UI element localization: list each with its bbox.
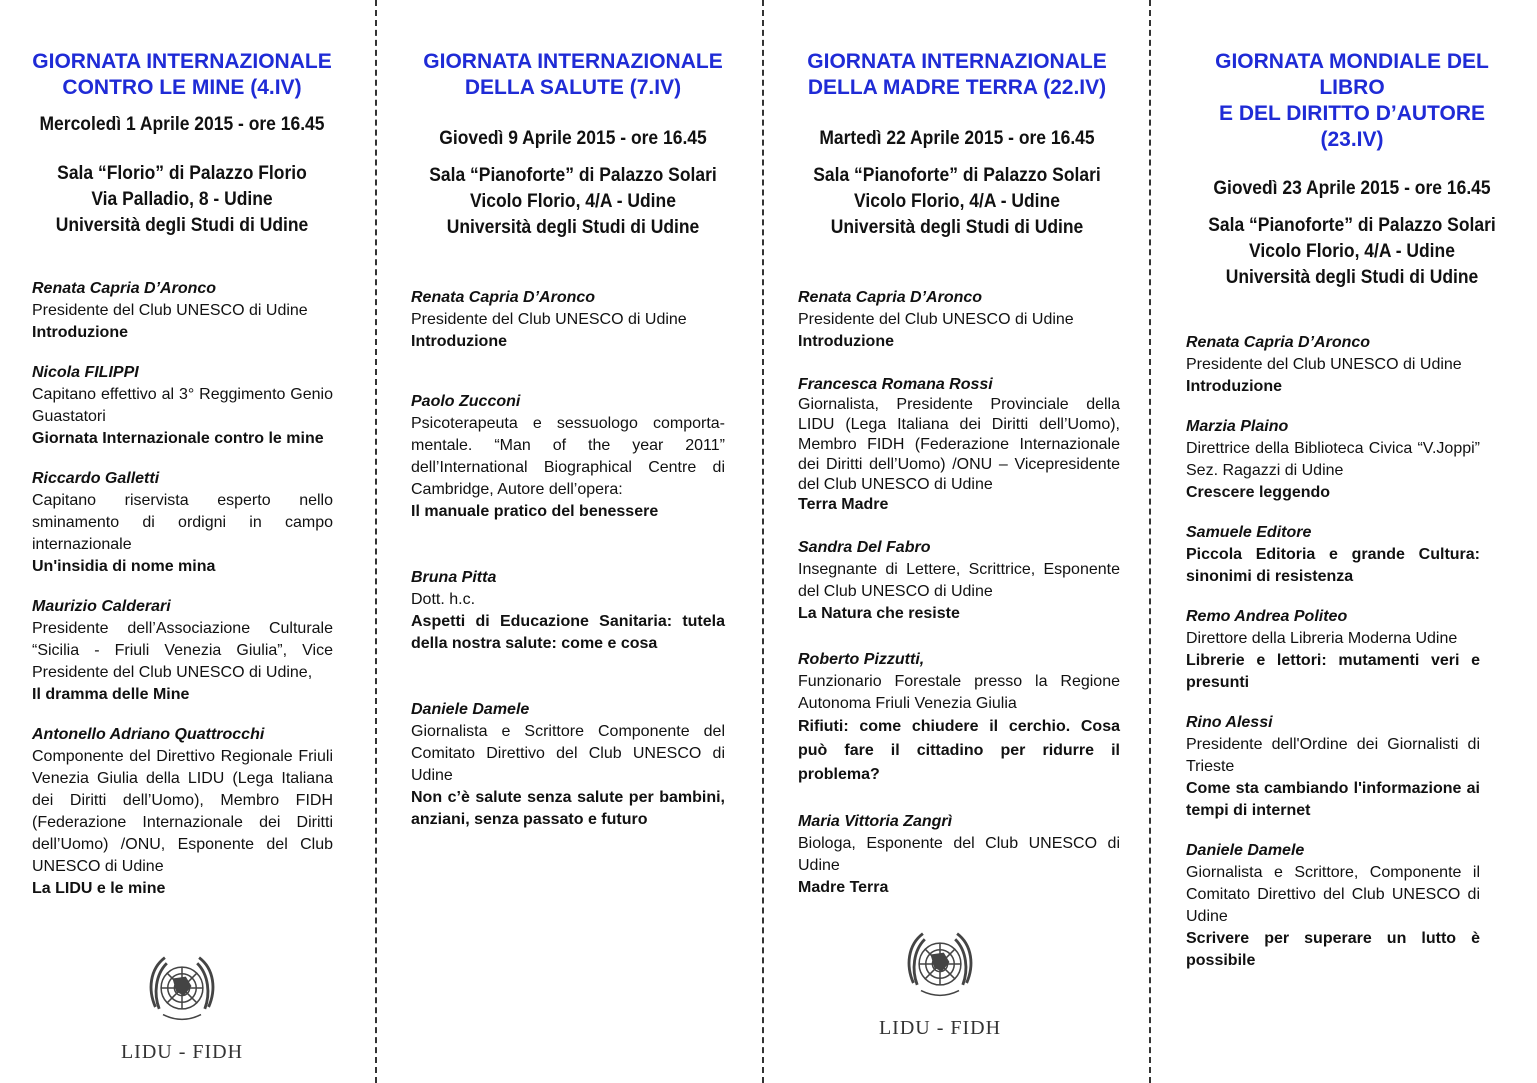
un-emblem-icon xyxy=(144,950,220,1026)
event-venue: Sala “Pianoforte” di Palazzo Solari Vicolo Florio, 4/A - Udine Università degli Studi di Udine xyxy=(429,165,717,238)
speaker-item xyxy=(798,537,1120,625)
column-separator xyxy=(1149,0,1151,1083)
column-separator xyxy=(375,0,377,1083)
column-separator xyxy=(762,0,764,1083)
speaker-topic: Rifiuti: come chiudere il cerchio. Cosa può fare il cittadino per ridurre il problema? xyxy=(798,718,1120,783)
speaker-name: Riccardo Galletti xyxy=(32,470,160,487)
speaker-role: Giornalista e Scrittore, Componente il Comitato Direttivo del Club UNESCO di Udine xyxy=(1186,864,1480,925)
event-date: Giovedì 23 Aprile 2015 - ore 16.45 xyxy=(1213,178,1491,199)
event-venue: Sala “Pianoforte” di Palazzo Solari Vicolo Florio, 4/A - Udine Università degli Studi di Udine xyxy=(1208,215,1496,288)
speaker-item xyxy=(1186,522,1480,588)
speaker-list xyxy=(411,287,725,849)
speaker-role: Funzionario Forestale presso la Regione Autonoma Friuli Venezia Giulia xyxy=(798,673,1120,712)
speaker-name: Sandra Del Fabro xyxy=(798,539,931,556)
speaker-topic: Scrivere per superare un lutto è possibile xyxy=(1186,930,1480,969)
speaker-topic: Madre Terra xyxy=(798,879,889,896)
speaker-role: Presidente del Club UNESCO di Udine xyxy=(411,311,687,328)
speaker-name: Remo Andrea Politeo xyxy=(1186,608,1348,625)
lidu-fidh-logo xyxy=(112,950,252,1064)
speaker-item xyxy=(411,699,725,831)
speaker-item xyxy=(411,567,725,655)
speaker-name: Nicola FILIPPI xyxy=(32,364,139,381)
event-title: GIORNATA INTERNAZIONALE CONTRO LE MINE (4.IV) xyxy=(32,50,332,99)
speaker-role: Presidente dell’Associazione Culturale “Sicilia - Friuli Venezia Giulia”, Vice Presidente del Club UNESCO di Udine, xyxy=(32,620,333,681)
speaker-topic: Come sta cambiando l'informazione ai tempi di internet xyxy=(1186,780,1480,819)
speaker-name: Maurizio Calderari xyxy=(32,598,171,615)
column-mine-day xyxy=(22,0,342,1083)
column-header xyxy=(405,49,741,241)
speaker-topic: Introduzione xyxy=(32,324,128,341)
speaker-item xyxy=(411,391,725,523)
speaker-list xyxy=(1186,332,1480,990)
speaker-name: Marzia Plaino xyxy=(1186,418,1289,435)
speaker-topic: Introduzione xyxy=(411,333,507,350)
speaker-topic: Aspetti di Educazione Sanitaria: tutela della nostra salute: come e cosa xyxy=(411,613,725,652)
speaker-role: Biologa, Esponente del Club UNESCO di Udine xyxy=(798,835,1120,874)
logo-label: LIDU - FIDH xyxy=(120,1041,244,1063)
logo-label: LIDU - FIDH xyxy=(878,1017,1002,1039)
speaker-role: Psicoterapeuta e sessuologo comporta-mentale. “Man of the year 2011” dell’International Biographical Centre di Cambridge, Autore dell’opera: xyxy=(411,415,725,498)
speaker-item xyxy=(798,287,1120,353)
speaker-role: Insegnante di Lettere, Scrittrice, Esponente del Club UNESCO di Udine xyxy=(798,561,1120,600)
speaker-name: Roberto Pizzutti, xyxy=(798,651,925,668)
speaker-list xyxy=(32,278,333,918)
speaker-role: Giornalista e Scrittore Componente del Comitato Direttivo del Club UNESCO di Udine xyxy=(411,723,725,784)
speaker-role: Presidente del Club UNESCO di Udine xyxy=(1186,356,1462,373)
speaker-topic: Terra Madre xyxy=(798,496,889,513)
speaker-name: Renata Capria D’Aronco xyxy=(798,289,983,306)
speaker-name: Rino Alessi xyxy=(1186,714,1273,731)
un-emblem-icon xyxy=(902,926,978,1002)
column-book-day xyxy=(1182,0,1522,1083)
speaker-topic: Un'insidia di nome mina xyxy=(32,558,216,575)
speaker-topic: Non c’è salute senza salute per bambini, anziani, senza passato e futuro xyxy=(411,789,725,828)
speaker-item xyxy=(798,811,1120,899)
speaker-topic: Librerie e lettori: mutamenti veri e presunti xyxy=(1186,652,1480,691)
speaker-list xyxy=(798,287,1120,917)
event-date: Martedì 22 Aprile 2015 - ore 16.45 xyxy=(819,128,1095,149)
speaker-name: Daniele Damele xyxy=(411,701,530,718)
speaker-role: Dott. h.c. xyxy=(411,591,476,608)
speaker-topic: Il dramma delle Mine xyxy=(32,686,190,703)
speaker-role: Presidente dell'Ordine dei Giornalisti di Trieste xyxy=(1186,736,1480,775)
speaker-item xyxy=(32,468,333,578)
speaker-role: Capitano riservista esperto nello sminamento di ordigni in campo internazionale xyxy=(32,492,333,553)
speaker-item xyxy=(32,596,333,706)
column-mother-earth-day xyxy=(792,0,1122,1083)
speaker-role: Presidente del Club UNESCO di Udine xyxy=(798,311,1074,328)
column-header xyxy=(792,49,1122,241)
speaker-topic: Introduzione xyxy=(798,333,894,350)
speaker-name: Francesca Romana Rossi xyxy=(798,376,993,393)
column-header xyxy=(1182,49,1522,291)
column-health-day xyxy=(405,0,741,1083)
speaker-topic: La LIDU e le mine xyxy=(32,880,166,897)
speaker-role: Giornalista, Presidente Provinciale della LIDU (Lega Italiana dei Diritti dell’Uomo), Membro FIDH (Federazione Internazionale dei Diritti dell’Uomo) /ONU – Vicepresidente del Club UNESCO di Udine xyxy=(798,396,1120,493)
speaker-name: Renata Capria D’Aronco xyxy=(411,289,596,306)
event-venue: Sala “Florio” di Palazzo Florio Via Palladio, 8 - Udine Università degli Studi di Udine xyxy=(55,163,309,236)
speaker-name: Paolo Zucconi xyxy=(411,393,521,410)
lidu-fidh-logo xyxy=(870,926,1010,1040)
speaker-item xyxy=(32,724,333,900)
speaker-role: Presidente del Club UNESCO di Udine xyxy=(32,302,308,319)
speaker-item xyxy=(798,649,1120,787)
speaker-item xyxy=(32,278,333,344)
speaker-item xyxy=(1186,712,1480,822)
speaker-name: Maria Vittoria Zangrì xyxy=(798,813,953,830)
speaker-item xyxy=(1186,332,1480,398)
speaker-role: Capitano effettivo al 3° Reggimento Genio Guastatori xyxy=(32,386,333,425)
speaker-name: Antonello Adriano Quattrocchi xyxy=(32,726,265,743)
speaker-item xyxy=(1186,840,1480,972)
speaker-name: Renata Capria D’Aronco xyxy=(32,280,217,297)
column-header xyxy=(22,49,342,239)
speaker-topic: Crescere leggendo xyxy=(1186,484,1331,501)
speaker-topic: Il manuale pratico del benessere xyxy=(411,503,659,520)
event-title: GIORNATA INTERNAZIONALE DELLA SALUTE (7.IV) xyxy=(423,50,723,99)
speaker-item xyxy=(1186,606,1480,694)
speaker-name: Renata Capria D’Aronco xyxy=(1186,334,1371,351)
speaker-topic: Piccola Editoria e grande Cultura: sinonimi di resistenza xyxy=(1186,546,1480,585)
speaker-item xyxy=(798,375,1120,515)
speaker-topic: Giornata Internazionale contro le mine xyxy=(32,430,324,447)
event-date: Mercoledì 1 Aprile 2015 - ore 16.45 xyxy=(39,114,325,135)
event-title: GIORNATA MONDIALE DEL LIBRO E DEL DIRITTO D’AUTORE (23.IV) xyxy=(1215,50,1489,151)
speaker-topic: Introduzione xyxy=(1186,378,1282,395)
speaker-item xyxy=(1186,416,1480,504)
event-date: Giovedì 9 Aprile 2015 - ore 16.45 xyxy=(439,128,707,149)
speaker-name: Samuele Editore xyxy=(1186,524,1312,541)
speaker-role: Direttore della Libreria Moderna Udine xyxy=(1186,630,1458,647)
event-title: GIORNATA INTERNAZIONALE DELLA MADRE TERRA (22.IV) xyxy=(807,50,1107,99)
speaker-name: Bruna Pitta xyxy=(411,569,497,586)
speaker-name: Daniele Damele xyxy=(1186,842,1305,859)
speaker-item xyxy=(411,287,725,353)
speaker-role: Direttrice della Biblioteca Civica “V.Joppi” Sez. Ragazzi di Udine xyxy=(1186,440,1480,479)
speaker-item xyxy=(32,362,333,450)
event-venue: Sala “Pianoforte” di Palazzo Solari Vicolo Florio, 4/A - Udine Università degli Studi di Udine xyxy=(813,165,1101,238)
speaker-topic: La Natura che resiste xyxy=(798,605,960,622)
speaker-role: Componente del Direttivo Regionale Friuli Venezia Giulia della LIDU (Lega Italiana dei Diritti dell’Uomo), Membro FIDH (Federazione Internazionale dei Diritti dell’Uomo) /ONU, Esponente del Club UNESCO di Udine xyxy=(32,748,333,875)
